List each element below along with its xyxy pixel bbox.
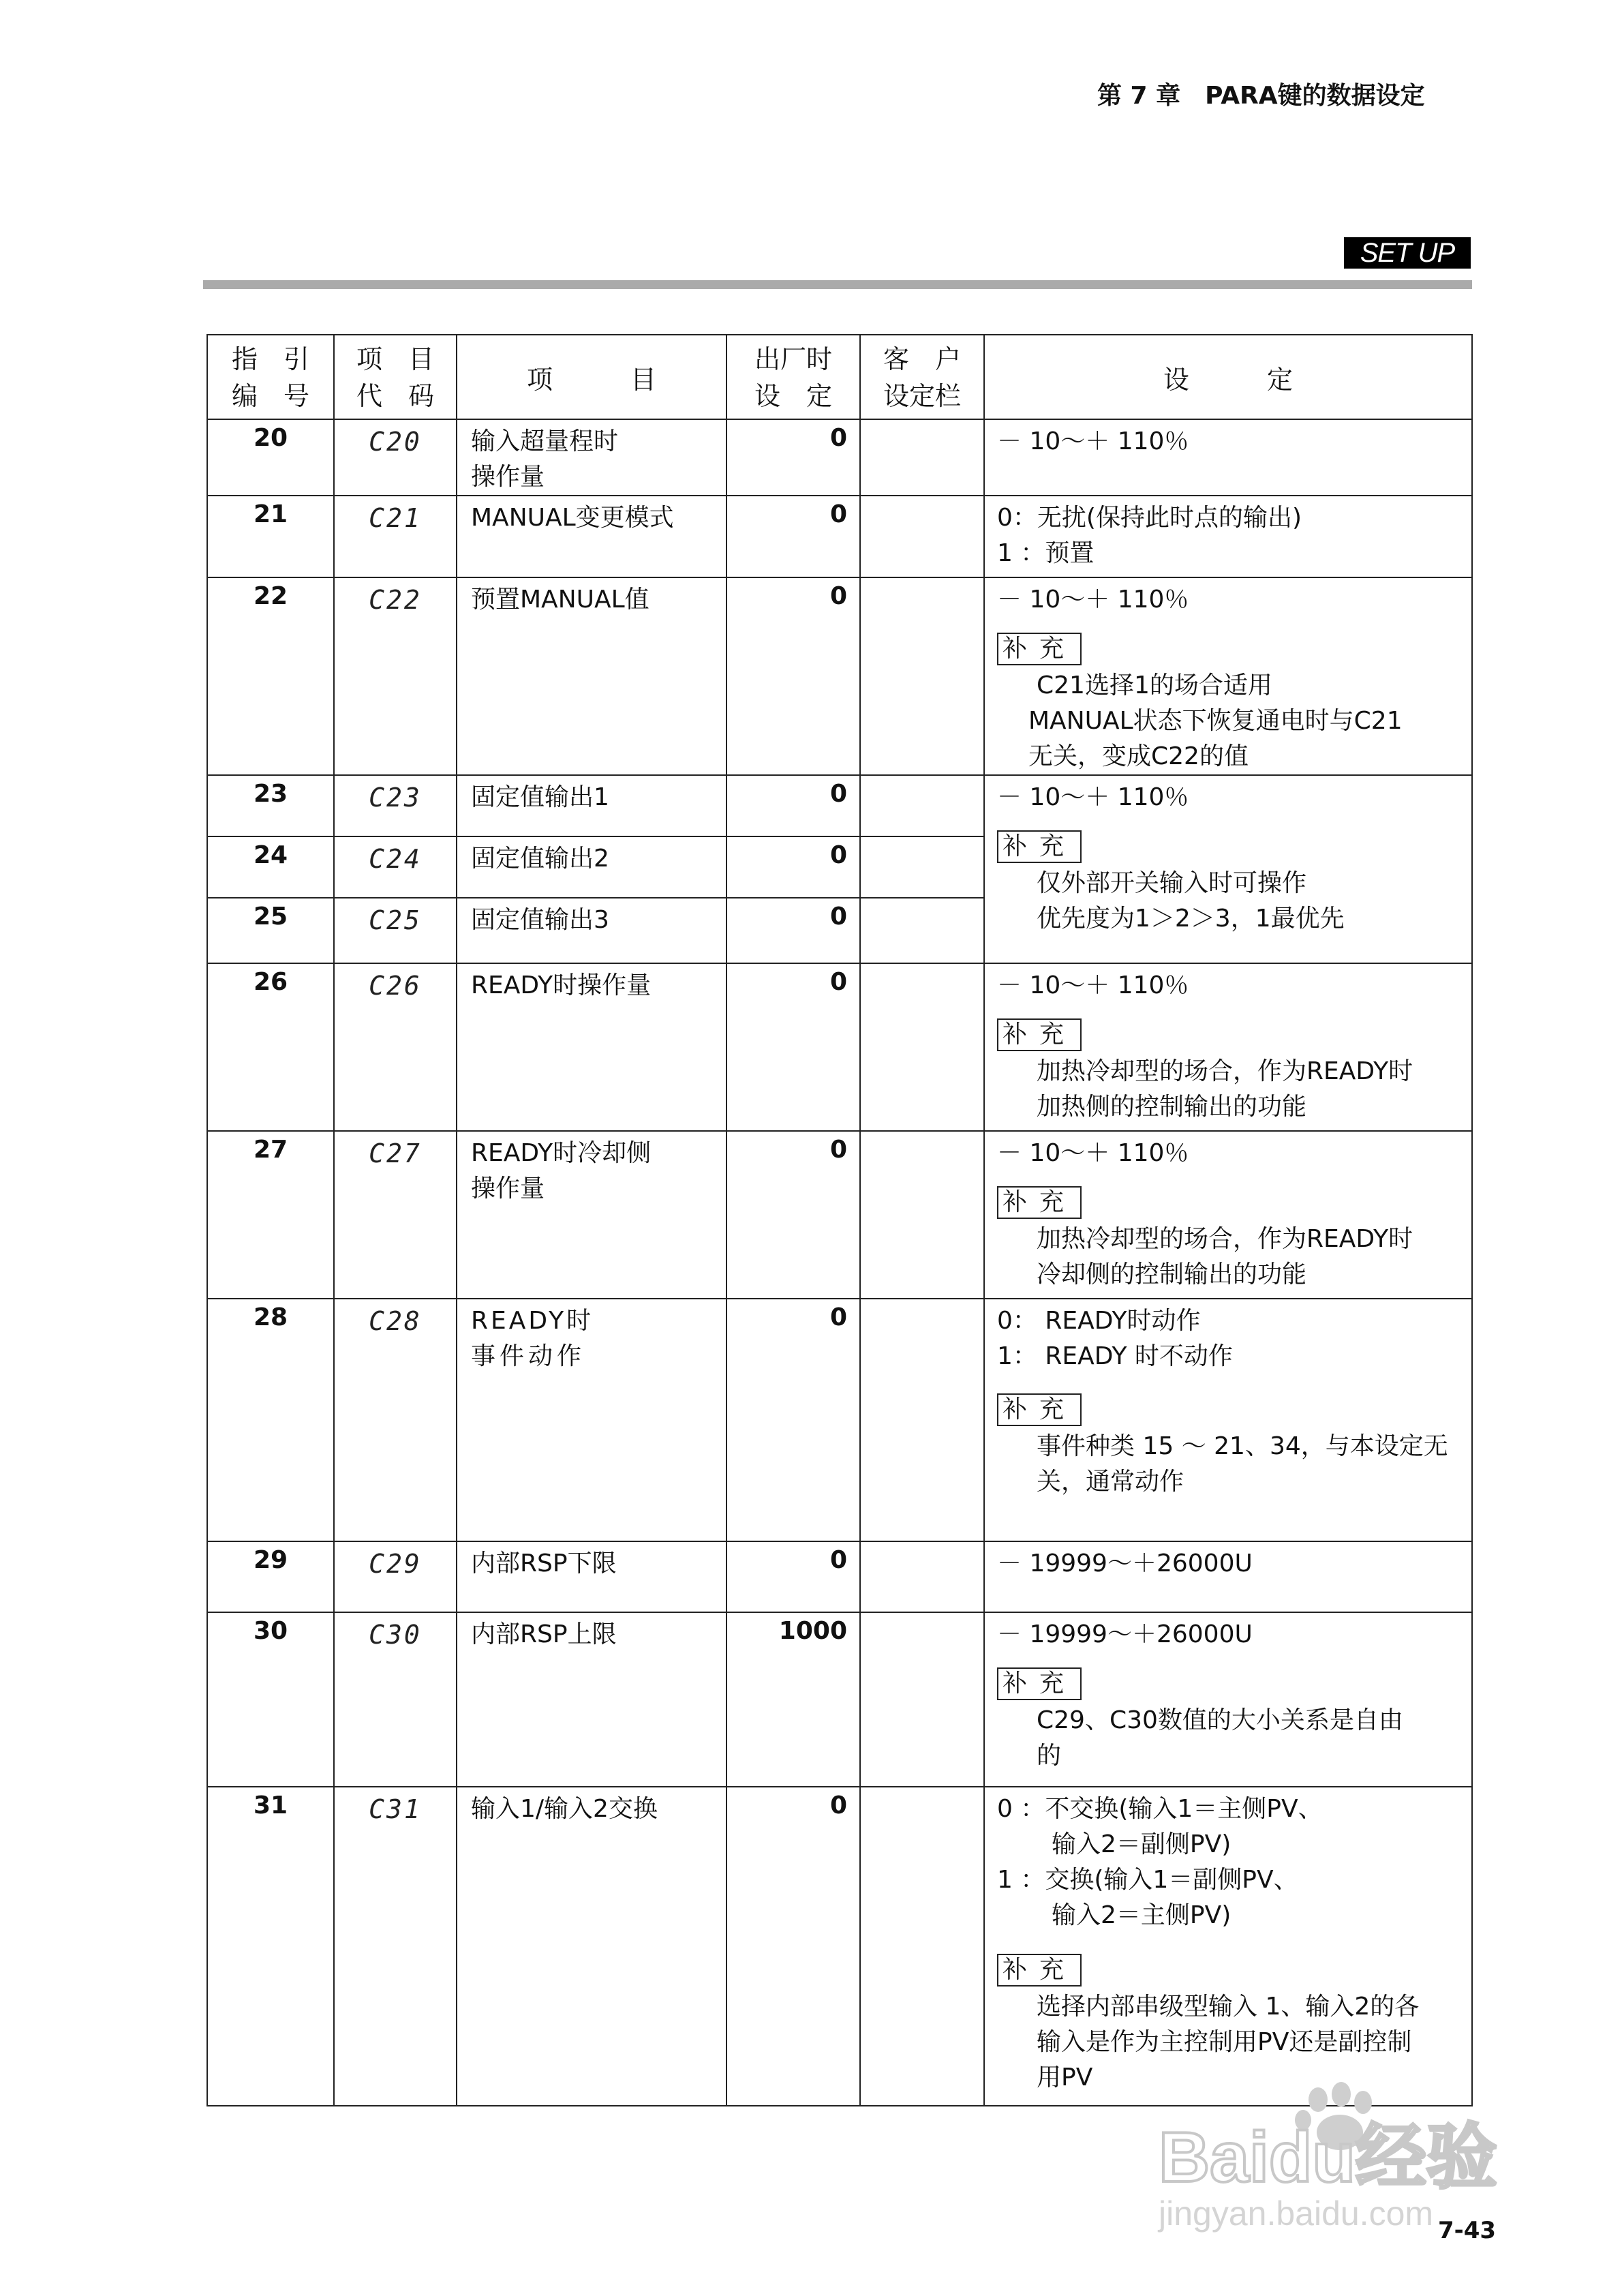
header-customer: 客 户 设定栏: [860, 335, 984, 419]
row-index: 23: [207, 775, 334, 836]
segment-code: C30: [369, 1620, 422, 1650]
table-row: [207, 1541, 1472, 1612]
row-factory: 0: [726, 836, 860, 898]
row-item: 内部RSP上限: [457, 1612, 726, 1787]
header-code: 项 目 代 码: [334, 335, 457, 419]
header-setting: 设 定: [984, 335, 1472, 419]
segment-code: C29: [369, 1549, 422, 1579]
row-setting: － 10～＋ 110％ 补充 加热冷却型的场合，作为READY时 加热侧的控制输出的功能: [984, 963, 1472, 1131]
row-index: 20: [207, 419, 334, 496]
table-row: [207, 1299, 1472, 1541]
row-setting: － 10～＋ 110％ 补充 仅外部开关输入时可操作 优先度为1＞2＞3，1最优先: [984, 775, 1472, 963]
header-factory: 出厂时 设 定: [726, 335, 860, 419]
segment-code: C23: [369, 783, 422, 813]
row-item: 固定值输出3: [457, 898, 726, 963]
row-index: 26: [207, 963, 334, 1131]
row-index: 30: [207, 1612, 334, 1787]
row-code: [334, 898, 457, 963]
row-setting: － 19999～＋26000U: [984, 1541, 1472, 1612]
row-index: 21: [207, 496, 334, 577]
table-row: [207, 963, 1472, 1131]
row-setting: － 10～＋ 110％ 补充 加热冷却型的场合，作为READY时 冷却侧的控制输出的功能: [984, 1131, 1472, 1299]
segment-code: C26: [369, 971, 422, 1001]
table-row: [207, 775, 1472, 836]
supplement-note: C21选择1的场合适用: [1037, 671, 1272, 699]
header-item: 项 目: [457, 335, 726, 419]
supplement-note: 优先度为1＞2＞3，1最优先: [1037, 905, 1345, 933]
table-row: [207, 577, 1472, 775]
table-row: [207, 1131, 1472, 1299]
row-factory: 0: [726, 1787, 860, 2106]
row-setting: 0 ：不交换(输入1＝主侧PV、 输入2＝副侧PV) 1 ：交换(输入1＝副侧PV、 输入2＝主侧PV) 补充 选择内部串级型输入 1、输入2的各 输入是作为主控制用PV还是副控制 用PV: [984, 1787, 1472, 2106]
row-setting: － 10～＋ 110％ 补充 C21选择1的场合适用 MANUAL状态下恢复通电时与C21 无关，变成C22的值: [984, 577, 1472, 775]
row-factory: 0: [726, 419, 860, 496]
row-index: 28: [207, 1299, 334, 1541]
row-item: 固定值输出1: [457, 775, 726, 836]
supplement-note: MANUAL状态下恢复通电时与C21: [1028, 707, 1403, 735]
row-factory: 0: [726, 963, 860, 1131]
row-customer: [860, 1131, 984, 1299]
supplement-label: 补充: [997, 1667, 1082, 1700]
row-factory: 1000: [726, 1612, 860, 1787]
row-customer: [860, 836, 984, 898]
row-code: [334, 1541, 457, 1612]
supplement-note: 的: [1037, 1742, 1062, 1770]
row-customer: [860, 577, 984, 775]
row-setting: 0：无扰(保持此时点的输出) 1 ：预置: [984, 496, 1472, 577]
row-setting: － 19999～＋26000U 补充 C29、C30数值的大小关系是自由 的: [984, 1612, 1472, 1787]
supplement-note: 输入是作为主控制用PV还是副控制: [1037, 2028, 1412, 2056]
row-code: [334, 1299, 457, 1541]
row-item: 输入超量程时 操作量: [457, 419, 726, 496]
segment-code: C24: [369, 844, 422, 874]
row-code: [334, 963, 457, 1131]
supplement-label: 补充: [997, 633, 1082, 665]
row-index: 22: [207, 577, 334, 775]
segment-code: C20: [369, 427, 422, 457]
row-factory: 0: [726, 1541, 860, 1612]
segment-code: C27: [369, 1138, 422, 1168]
row-index: 29: [207, 1541, 334, 1612]
row-index: 31: [207, 1787, 334, 2106]
supplement-note: 关，通常动作: [1037, 1468, 1184, 1496]
segment-code: C21: [369, 503, 422, 533]
baidu-watermark: [1142, 2079, 1524, 2236]
supplement-note: 用PV: [1037, 2064, 1093, 2091]
row-item: 内部RSP下限: [457, 1541, 726, 1612]
row-code: [334, 775, 457, 836]
segment-code: C31: [369, 1794, 422, 1824]
watermark-url: jingyan.baidu.com: [1159, 2194, 1434, 2233]
supplement-note: 事件种类 15 ～ 21、34，与本设定无: [1037, 1432, 1448, 1460]
supplement-note: 加热侧的控制输出的功能: [1037, 1093, 1307, 1121]
row-customer: [860, 898, 984, 963]
row-code: [334, 577, 457, 775]
setup-badge: SET UP: [1344, 237, 1471, 269]
row-item: READY时 事件动作: [457, 1299, 726, 1541]
section-divider: [203, 280, 1472, 289]
parameter-table: [206, 334, 1473, 2106]
row-factory: 0: [726, 898, 860, 963]
row-customer: [860, 1612, 984, 1787]
row-code: [334, 836, 457, 898]
table-row: [207, 419, 1472, 496]
row-item: 预置MANUAL值: [457, 577, 726, 775]
row-code: [334, 419, 457, 496]
row-factory: 0: [726, 496, 860, 577]
supplement-note: 选择内部串级型输入 1、输入2的各: [1037, 1993, 1420, 2021]
supplement-note: 仅外部开关输入时可操作: [1037, 869, 1307, 897]
row-code: [334, 496, 457, 577]
row-index: 25: [207, 898, 334, 963]
row-factory: 0: [726, 1299, 860, 1541]
row-item: READY时冷却侧 操作量: [457, 1131, 726, 1299]
supplement-label: 补充: [997, 1393, 1082, 1426]
table-row: [207, 496, 1472, 577]
supplement-label: 补充: [997, 1954, 1082, 1987]
row-customer: [860, 496, 984, 577]
watermark-brand: Baidu经验: [1159, 2118, 1497, 2197]
row-customer: [860, 1299, 984, 1541]
supplement-note: C29、C30数值的大小关系是自由: [1037, 1706, 1403, 1734]
row-customer: [860, 963, 984, 1131]
supplement-note: 加热冷却型的场合，作为READY时: [1037, 1057, 1413, 1085]
supplement-note: 冷却侧的控制输出的功能: [1037, 1260, 1307, 1288]
row-factory: 0: [726, 1131, 860, 1299]
row-customer: [860, 419, 984, 496]
row-index: 24: [207, 836, 334, 898]
row-factory: 0: [726, 775, 860, 836]
row-item: 输入1/输入2交换: [457, 1787, 726, 2106]
supplement-label: 补充: [997, 830, 1082, 863]
row-customer: [860, 775, 984, 836]
supplement-label: 补充: [997, 1018, 1082, 1051]
table-row: [207, 1787, 1472, 2106]
chapter-title: 第 7 章 PARA键的数据设定: [1097, 82, 1425, 110]
row-setting: 0： READY时动作 1： READY 时不动作 补充 事件种类 15 ～ 21、34，与本设定无 关，通常动作: [984, 1299, 1472, 1541]
header-index: 指 引 编 号: [207, 335, 334, 419]
supplement-label: 补充: [997, 1186, 1082, 1219]
row-code: [334, 1131, 457, 1299]
row-item: READY时操作量: [457, 963, 726, 1131]
table-row: [207, 1612, 1472, 1787]
row-code: [334, 1612, 457, 1787]
table-header-row: [207, 335, 1472, 419]
supplement-note: 加热冷却型的场合，作为READY时: [1037, 1225, 1413, 1253]
segment-code: C25: [369, 905, 422, 935]
row-customer: [860, 1787, 984, 2106]
page-number: 7-43: [1438, 2217, 1497, 2244]
row-factory: 0: [726, 577, 860, 775]
row-code: [334, 1787, 457, 2106]
segment-code: C28: [369, 1306, 422, 1336]
row-item: MANUAL变更模式: [457, 496, 726, 577]
segment-code: C22: [369, 585, 422, 615]
supplement-note: 无关，变成C22的值: [1028, 742, 1249, 770]
row-setting: － 10～＋ 110％: [984, 419, 1472, 496]
row-customer: [860, 1541, 984, 1612]
row-index: 27: [207, 1131, 334, 1299]
row-item: 固定值输出2: [457, 836, 726, 898]
